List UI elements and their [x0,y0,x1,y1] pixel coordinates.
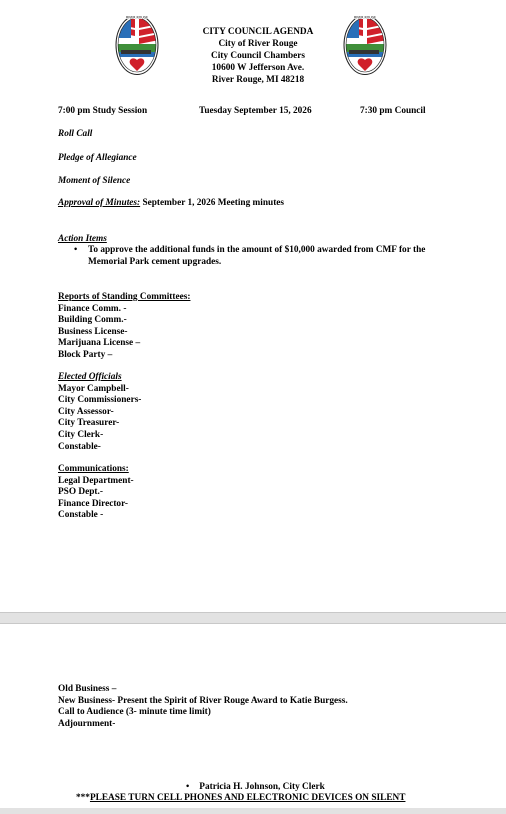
list-item: Block Party – [58,349,113,360]
silent-devices-notice [76,793,405,805]
list-item: City Assessor- [58,406,114,417]
agenda-title: CITY COUNCIL AGENDA [202,27,314,37]
elected-officials-section [58,372,141,453]
list-item: Business License- [58,326,128,337]
seal-lettering: RIVER ROUGE [125,15,149,20]
bullet-icon: • [74,245,78,255]
venue-name: City Council Chambers [210,51,305,61]
approval-of-minutes [58,198,284,210]
list-item: Mayor Campbell- [58,383,129,394]
page-separator [0,612,506,624]
clerk-name: Patricia H. Johnson, City Clerk [199,782,325,792]
city-state-zip: River Rouge, MI 48218 [211,75,305,85]
meeting-date: Tuesday September 15, 2026 [199,106,312,116]
new-business: New Business- Present the Spirit of River Rouge Award to Katie Burgess. [58,695,348,706]
study-session-time: 7:00 pm Study Session [58,106,148,116]
communications-heading: Communications: [58,464,129,474]
action-item [74,245,464,268]
pledge-of-allegiance: Pledge of Allegiance [58,153,137,163]
list-item: Finance Comm. - [58,303,127,314]
list-item: City Treasurer- [58,418,120,429]
list-item: Finance Director- [58,498,128,509]
action-items-heading: Action Items [58,234,107,244]
street-address: 10600 W Jefferson Ave. [211,63,305,73]
list-item: Constable- [58,441,101,452]
list-item: Constable - [58,510,104,521]
list-item: Marijuana License – [58,338,141,349]
action-item-text: To approve the additional funds in the amount of $10,000 awarded from CMF for the Memorial Park cement upgrades. [88,245,426,267]
bullet-icon: • [186,782,190,792]
elected-officials-heading: Elected Officials [58,372,122,382]
standing-committees-section [58,292,190,362]
agenda-header [150,26,366,86]
moment-of-silence: Moment of Silence [58,176,131,186]
roll-call: Roll Call [58,129,93,139]
list-item: Legal Department- [58,475,134,486]
list-item: City Commissioners- [58,395,142,406]
list-item: Building Comm.- [58,315,127,326]
clerk-signature-line [186,782,325,794]
seal-lettering: RIVER ROUGE [353,15,377,20]
city-name: City of River Rouge [218,39,298,49]
notice-asterisks: *** [76,793,90,803]
communications-section [58,464,134,522]
notice-text: PLEASE TURN CELL PHONES AND ELECTRONIC DEVICES ON SILENT [89,793,406,803]
adjournment: Adjournment- [58,718,116,729]
minutes-text: September 1, 2026 Meeting minutes [140,198,285,208]
minutes-label: Approval of Minutes: [58,198,141,208]
list-item: City Clerk- [58,429,104,440]
standing-committees-heading: Reports of Standing Committees: [58,292,191,302]
closing-section [58,684,348,730]
page-bottom-edge [0,808,506,814]
old-business: Old Business – [58,684,117,694]
council-time: 7:30 pm Council [360,106,426,116]
call-to-audience: Call to Audience (3- minute time limit) [58,707,211,718]
list-item: PSO Dept.- [58,487,103,498]
